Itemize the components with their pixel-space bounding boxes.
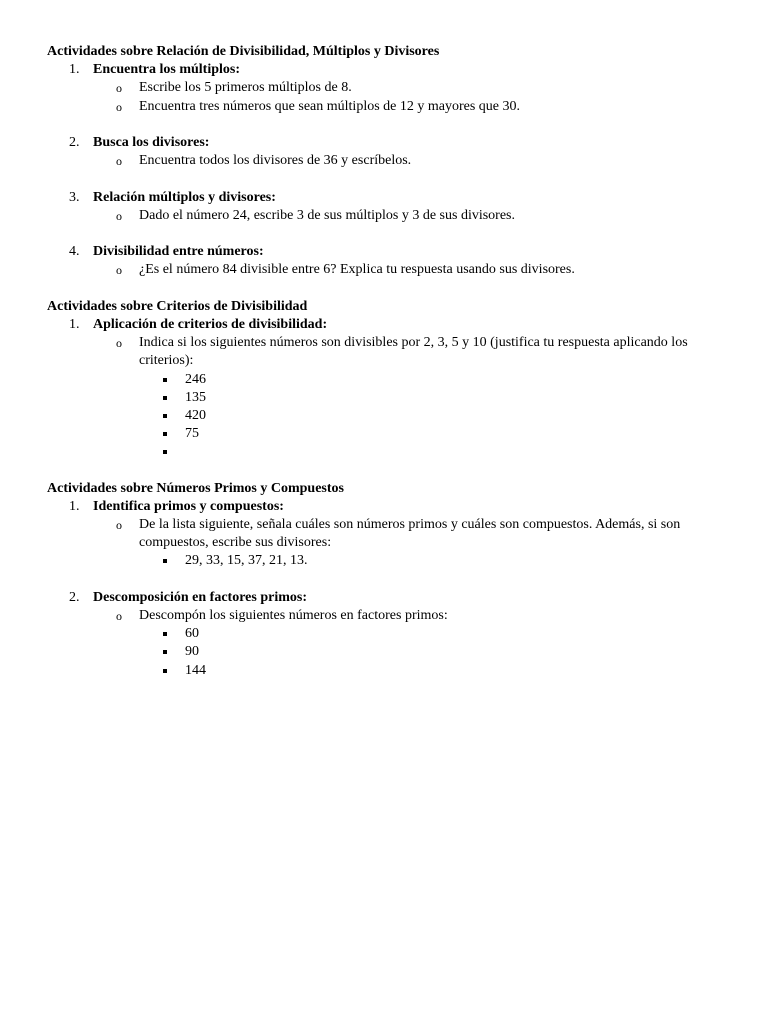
circle-bullet-icon: o — [116, 81, 122, 96]
item-number: 3. — [69, 189, 80, 205]
numbered-item — [47, 243, 727, 279]
item-title: Encuentra los múltiplos: — [93, 62, 241, 78]
circle-bullet-icon: o — [116, 518, 122, 533]
numbered-item — [47, 316, 727, 462]
numbered-item — [47, 61, 727, 116]
bullet-item — [93, 625, 727, 643]
sub-item — [93, 79, 727, 97]
section — [47, 298, 727, 462]
bullet-item — [93, 371, 727, 389]
bullet-text: 135 — [185, 389, 206, 405]
sub-item-text: Encuentra todos los divisores de 36 y escríbelos. — [139, 153, 412, 169]
circle-bullet-icon: o — [116, 208, 122, 223]
circle-bullet-icon: o — [116, 336, 122, 351]
numbered-item — [47, 134, 727, 170]
numbered-item — [47, 498, 727, 571]
bullet-item — [93, 389, 727, 407]
sub-item — [93, 334, 727, 370]
bullet-text: 90 — [185, 644, 199, 660]
sub-item — [93, 207, 727, 225]
sub-item-text: Escribe los 5 primeros múltiplos de 8. — [139, 80, 352, 96]
square-bullet-icon — [163, 414, 167, 418]
sub-item — [93, 607, 727, 625]
item-number: 1. — [69, 498, 80, 514]
item-number: 2. — [69, 589, 80, 605]
bullet-text: 60 — [185, 626, 199, 642]
numbered-item — [47, 589, 727, 680]
item-number: 2. — [69, 134, 80, 150]
document-page — [47, 43, 727, 680]
sub-item-text: Indica si los siguientes números son divisibles por 2, 3, 5 y 10 (justifica tu respuesta aplicando los criterios): — [139, 335, 688, 369]
sub-item — [93, 152, 727, 170]
square-bullet-icon — [163, 450, 167, 454]
square-bullet-icon — [163, 669, 167, 673]
section — [47, 480, 727, 680]
square-bullet-icon — [163, 559, 167, 563]
section-title: Actividades sobre Relación de Divisibilidad, Múltiplos y Divisores — [47, 44, 440, 59]
sub-item — [93, 261, 727, 279]
square-bullet-icon — [163, 432, 167, 436]
circle-bullet-icon: o — [116, 263, 122, 278]
bullet-item — [93, 425, 727, 443]
bullet-item — [93, 643, 727, 661]
item-number: 1. — [69, 316, 80, 332]
bullet-item — [93, 662, 727, 680]
circle-bullet-icon: o — [116, 609, 122, 624]
sub-item — [93, 98, 727, 116]
section — [47, 43, 727, 280]
sub-item-text: Encuentra tres números que sean múltiplos de 12 y mayores que 30. — [139, 98, 521, 114]
square-bullet-icon — [163, 632, 167, 636]
square-bullet-icon — [163, 378, 167, 382]
sub-item-text: Descompón los siguientes números en factores primos: — [139, 608, 448, 624]
circle-bullet-icon: o — [116, 99, 122, 114]
section-title: Actividades sobre Números Primos y Compuestos — [47, 480, 344, 496]
item-number: 4. — [69, 244, 80, 260]
sub-item-text: Dado el número 24, escribe 3 de sus múltiplos y 3 de sus divisores. — [139, 207, 516, 223]
item-title: Relación múltiplos y divisores: — [93, 189, 276, 205]
sub-item-text: De la lista siguiente, señala cuáles son números primos y cuáles son compuestos. Además, si son compuestos, escribe sus divisores: — [139, 517, 681, 551]
item-title: Identifica primos y compuestos: — [93, 498, 284, 514]
square-bullet-icon — [163, 396, 167, 400]
bullet-text: 246 — [185, 371, 206, 387]
bullet-item — [93, 407, 727, 425]
sub-item-text: ¿Es el número 84 divisible entre 6? Explica tu respuesta usando sus divisores. — [139, 262, 575, 278]
item-number: 1. — [69, 62, 80, 78]
numbered-item — [47, 189, 727, 225]
bullet-item — [93, 552, 727, 570]
square-bullet-icon — [163, 650, 167, 654]
item-title: Divisibilidad entre números: — [93, 244, 264, 260]
bullet-item — [93, 443, 727, 461]
circle-bullet-icon: o — [116, 154, 122, 169]
section-title: Actividades sobre Criterios de Divisibilidad — [47, 298, 308, 314]
bullet-text: 29, 33, 15, 37, 21, 13. — [185, 553, 308, 569]
bullet-text: 144 — [185, 662, 206, 678]
item-title: Descomposición en factores primos: — [93, 589, 307, 605]
item-title: Aplicación de criterios de divisibilidad: — [93, 316, 328, 332]
item-title: Busca los divisores: — [93, 134, 210, 150]
sub-item — [93, 516, 727, 552]
bullet-text: 75 — [185, 426, 199, 442]
bullet-text: 420 — [185, 407, 206, 423]
